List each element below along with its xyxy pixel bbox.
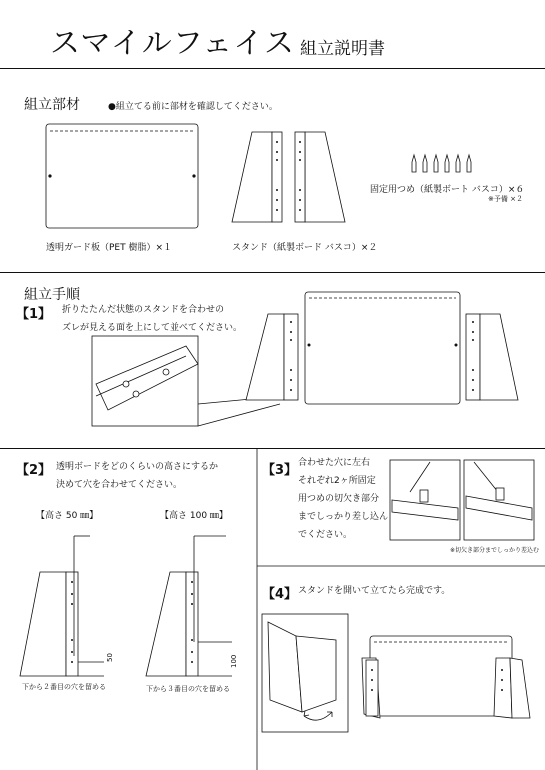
step-2-line-2: 決めて穴を合わせてください。 — [56, 480, 183, 490]
document-title: スマイルフェイス — [50, 26, 295, 61]
step-3-line-2: それぞれ2ヶ所固定 — [298, 476, 376, 486]
step-1-number: 【1】 — [16, 307, 52, 322]
step-3-line-1: 合わせた穴に左右 — [298, 458, 371, 468]
step-3-note: ※切欠き部分までしっかり差込む — [450, 547, 540, 554]
document-subtitle: 組立説明書 — [300, 39, 385, 59]
step-3-number: 【3】 — [262, 463, 298, 478]
option-100-caption: 下から３番目の穴を留める — [146, 685, 230, 693]
step-1-line-1: 折りたたんだ状態のスタンドを合わせの — [62, 305, 225, 315]
part-label-tabs: 固定用つめ（紙製ボート バスコ）×６ — [370, 185, 525, 195]
step-1-line-2: ズレが見える面を上にして並べてください。 — [62, 323, 243, 333]
option-50-dimension: 50 — [106, 653, 114, 662]
step-4-number: 【4】 — [262, 587, 298, 602]
part-label-stand: スタンド（紙製ボード バスコ）×２ — [232, 243, 378, 253]
step-3-line-3: 用つめの切欠き部分 — [298, 494, 380, 504]
option-50-caption: 下から２番目の穴を留める — [22, 683, 106, 691]
step-3-line-5: でください。 — [298, 530, 353, 540]
step-4-line-1: スタンドを開いて立てたら完成です。 — [298, 586, 451, 596]
option-100-label: 【高さ 100 ㎜】 — [160, 511, 228, 521]
part-note-spare: ※予備 ×２ — [488, 195, 523, 203]
parts-heading: 組立部材 — [24, 97, 80, 113]
step-3-line-4: までしっかり差し込ん — [298, 512, 389, 522]
procedure-heading: 組立手順 — [24, 287, 80, 303]
parts-note: ●組立てる前に部材を確認してください。 — [108, 102, 278, 112]
step-2-number: 【2】 — [16, 463, 52, 478]
step-2-line-1: 透明ボードをどのくらいの高さにするか — [56, 462, 219, 472]
option-100-dimension: 100 — [230, 654, 238, 668]
part-label-guard: 透明ガード板（PET 樹脂）×１ — [46, 243, 173, 253]
option-50-label: 【高さ 50 ㎜】 — [36, 511, 99, 521]
